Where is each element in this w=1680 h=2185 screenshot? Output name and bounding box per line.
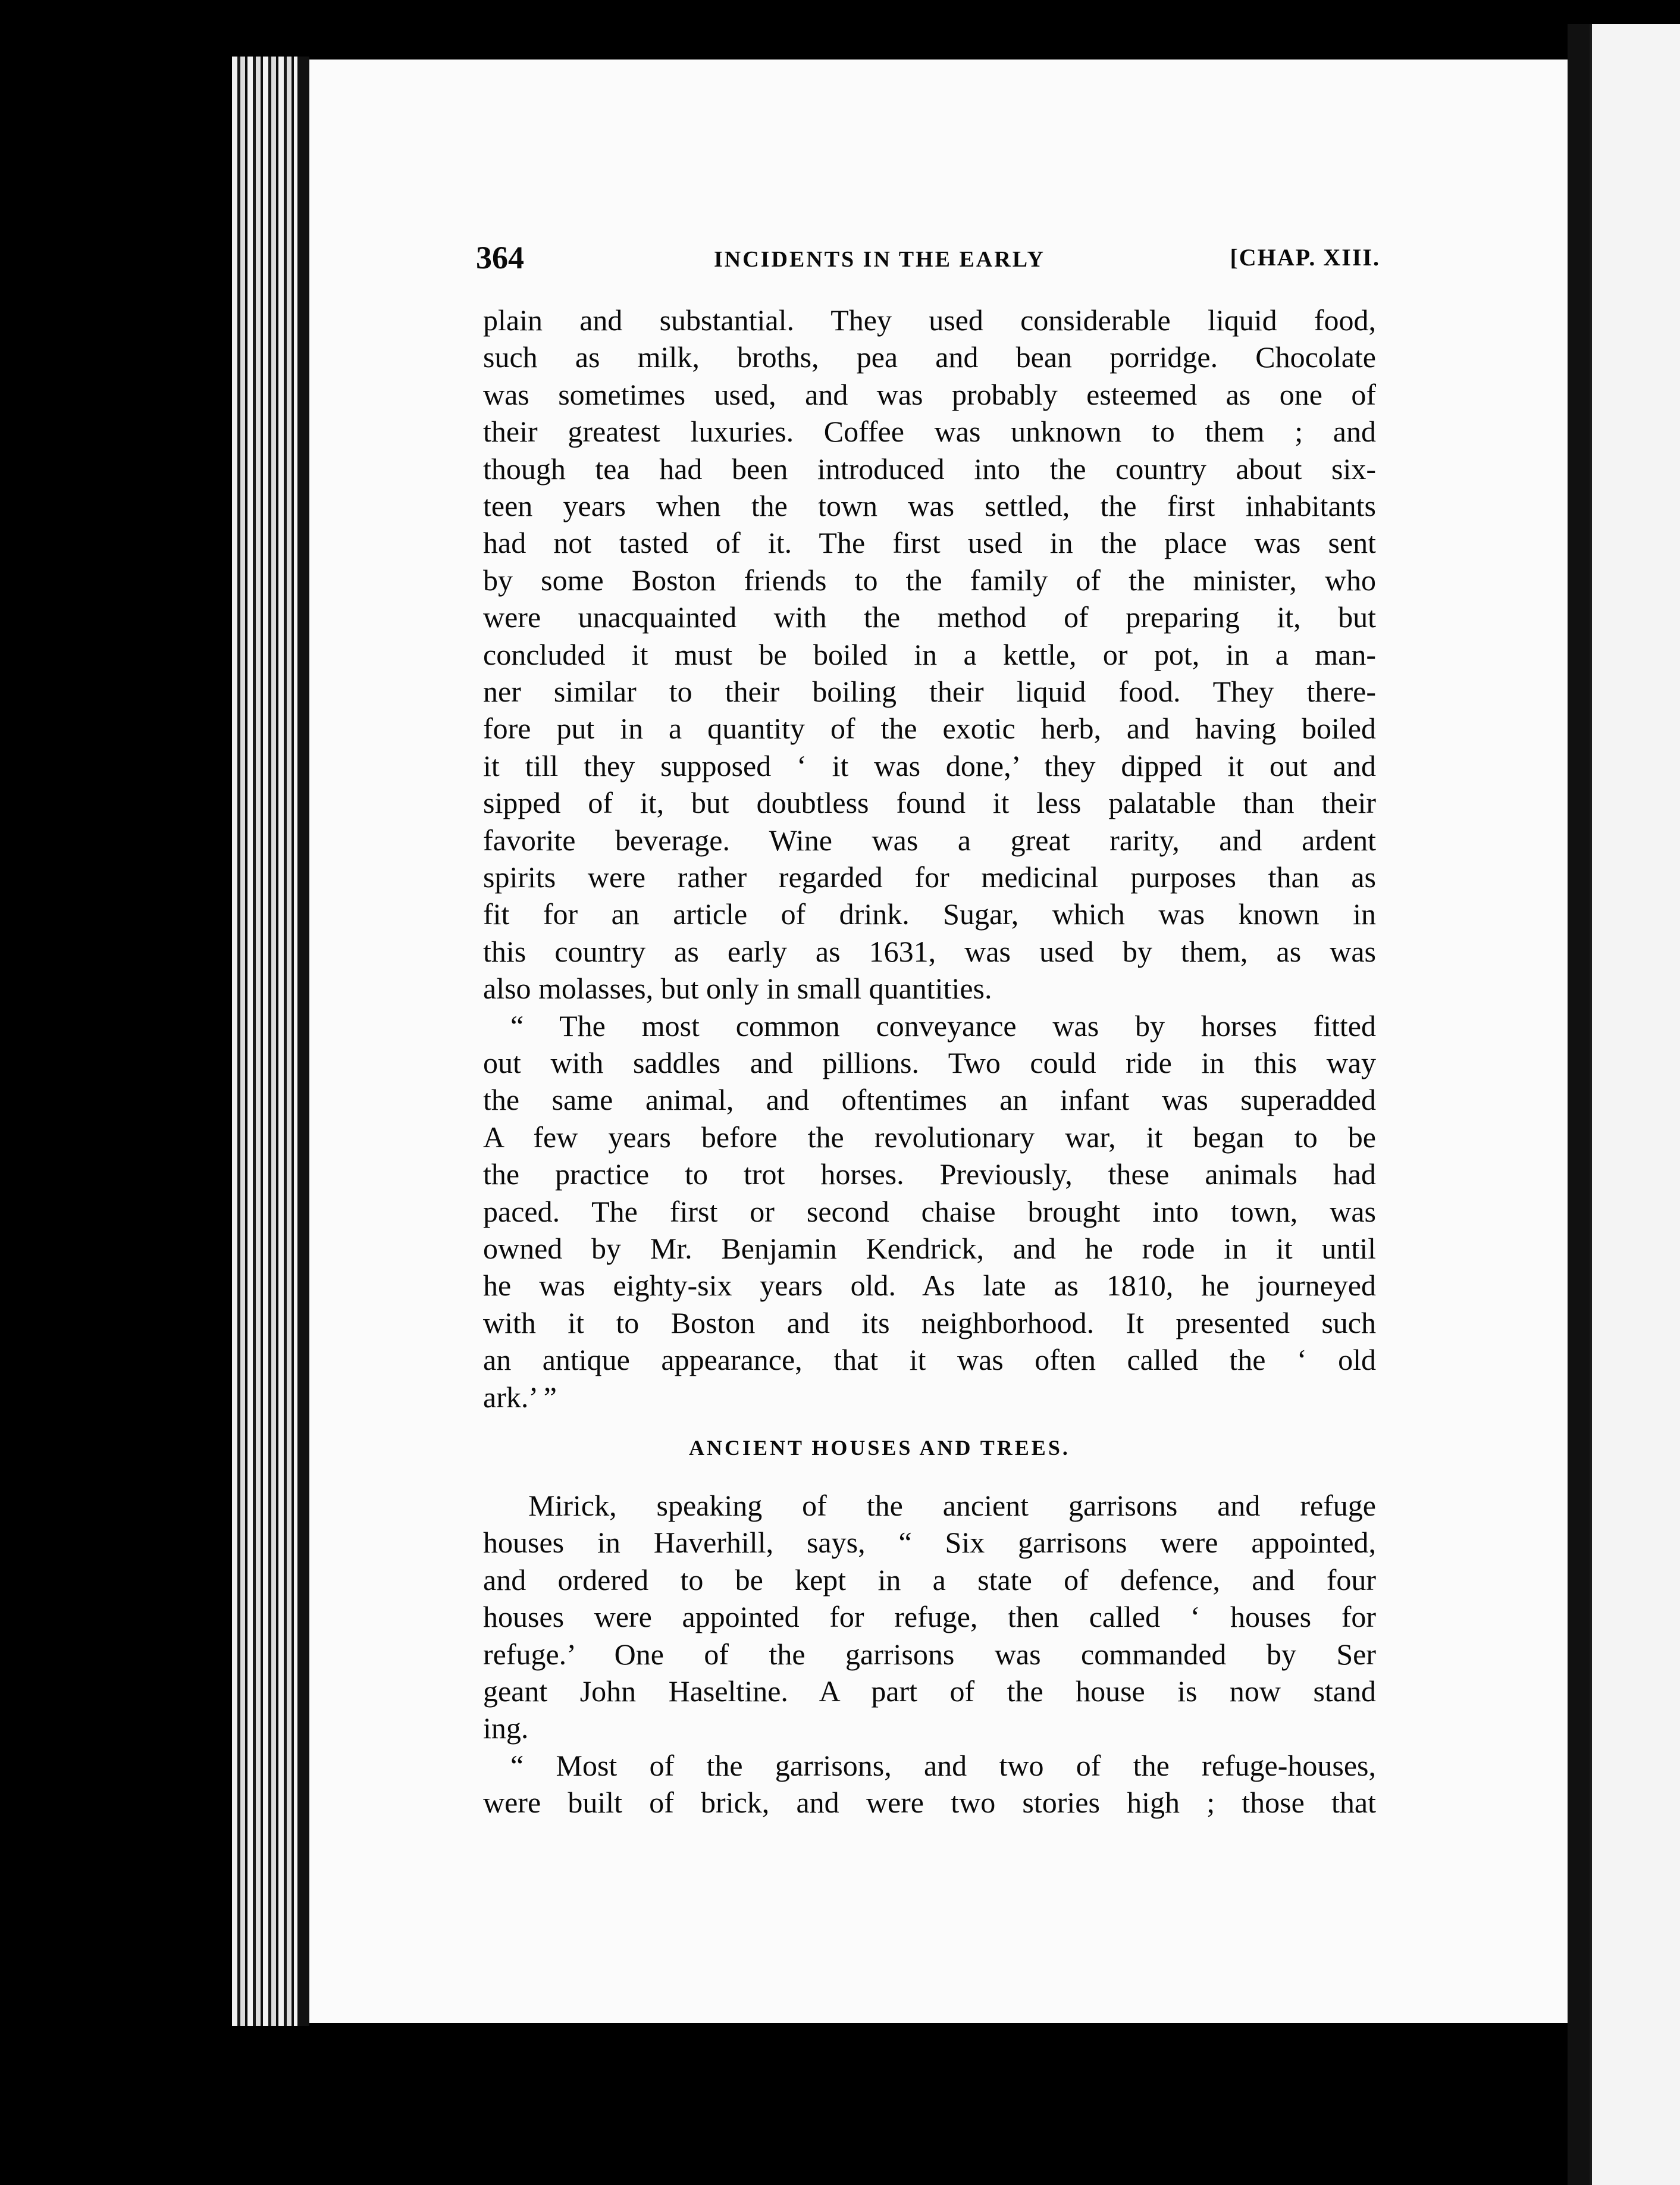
text-line: though tea had been introduced into the country about six- — [483, 452, 1376, 486]
text-line: favorite beverage. Wine was a great rarity, and ardent — [483, 823, 1376, 857]
section-heading: ANCIENT HOUSES AND TREES. — [689, 1436, 1070, 1460]
text-line: ner similar to their boiling their liquid food. They there- — [483, 675, 1376, 708]
text-line: were built of brick, and were two stories high ; those that — [483, 1786, 1376, 1820]
gutter-shadow — [1568, 24, 1590, 2185]
text-line: the practice to trot horses. Previously, these animals had — [483, 1157, 1376, 1191]
text-line: fit for an article of drink. Sugar, which was known in — [483, 897, 1376, 931]
text-line: paced. The first or second chaise brought into town, was — [483, 1194, 1376, 1228]
text-line: it till they supposed ‘ it was done,’ they dipped it out and — [483, 749, 1376, 782]
text-line: houses were appointed for refuge, then called ‘ houses for — [483, 1600, 1376, 1634]
text-line: owned by Mr. Benjamin Kendrick, and he rode in it until — [483, 1232, 1376, 1265]
text-line: were unacquainted with the method of preparing it, but — [483, 600, 1376, 634]
text-line: refuge.’ One of the garrisons was commanded by Ser — [483, 1637, 1376, 1671]
text-line: houses in Haverhill, says, “ Six garrisons were appointed, — [483, 1526, 1376, 1560]
text-line: an antique appearance, that it was often called the ‘ old — [483, 1343, 1376, 1377]
page-number: 364 — [476, 240, 524, 276]
facing-page-edge — [1590, 24, 1680, 2185]
text-line: such as milk, broths, pea and bean porridge. Chocolate — [483, 340, 1376, 374]
text-line: Mirick, speaking of the ancient garrisons and refuge — [528, 1489, 1376, 1522]
running-title: INCIDENTS IN THE EARLY — [714, 247, 1045, 272]
text-line: teen years when the town was settled, the first inhabitants — [483, 489, 1376, 522]
running-header — [476, 237, 1380, 278]
text-line: was sometimes used, and was probably esteemed as one of — [483, 377, 1376, 411]
binding-shadow — [297, 57, 309, 2026]
text-line: the same animal, and oftentimes an infant was superadded — [483, 1083, 1376, 1117]
text-line: A few years before the revolutionary war, it began to be — [483, 1120, 1376, 1154]
text-line: concluded it must be boiled in a kettle, or pot, in a man- — [483, 637, 1376, 671]
text-line: with it to Boston and its neighborhood. It presented such — [483, 1306, 1376, 1339]
text-line: spirits were rather regarded for medicinal purposes than as — [483, 860, 1376, 894]
page-edges-binding — [232, 57, 306, 2026]
chapter-reference: [CHAP. XIII. — [1230, 244, 1380, 271]
text-line: this country as early as 1631, was used by them, as was — [483, 934, 1376, 968]
text-line: he was eighty-six years old. As late as 1810, he journeyed — [483, 1269, 1376, 1303]
text-line: their greatest luxuries. Coffee was unknown to them ; and — [483, 415, 1376, 449]
text-line: “ Most of the garrisons, and two of the refuge-houses, — [510, 1748, 1376, 1782]
text-line: ark.’ ” — [483, 1380, 557, 1414]
text-line: ing. — [483, 1711, 529, 1745]
text-line: geant John Haseltine. A part of the house is now stand — [483, 1674, 1376, 1708]
text-line: out with saddles and pillions. Two could ride in this way — [483, 1046, 1376, 1079]
text-line: plain and substantial. They used considerable liquid food, — [483, 303, 1376, 337]
text-line: sipped of it, but doubtless found it less palatable than their — [483, 786, 1376, 820]
text-line: and ordered to be kept in a state of defence, and four — [483, 1563, 1376, 1597]
text-line: had not tasted of it. The first used in the place was sent — [483, 526, 1376, 560]
text-line: also molasses, but only in small quantities. — [483, 972, 992, 1006]
text-line: fore put in a quantity of the exotic herb, and having boiled — [483, 712, 1376, 746]
text-line: “ The most common conveyance was by horses fitted — [510, 1009, 1376, 1043]
text-line: by some Boston friends to the family of the minister, who — [483, 563, 1376, 597]
